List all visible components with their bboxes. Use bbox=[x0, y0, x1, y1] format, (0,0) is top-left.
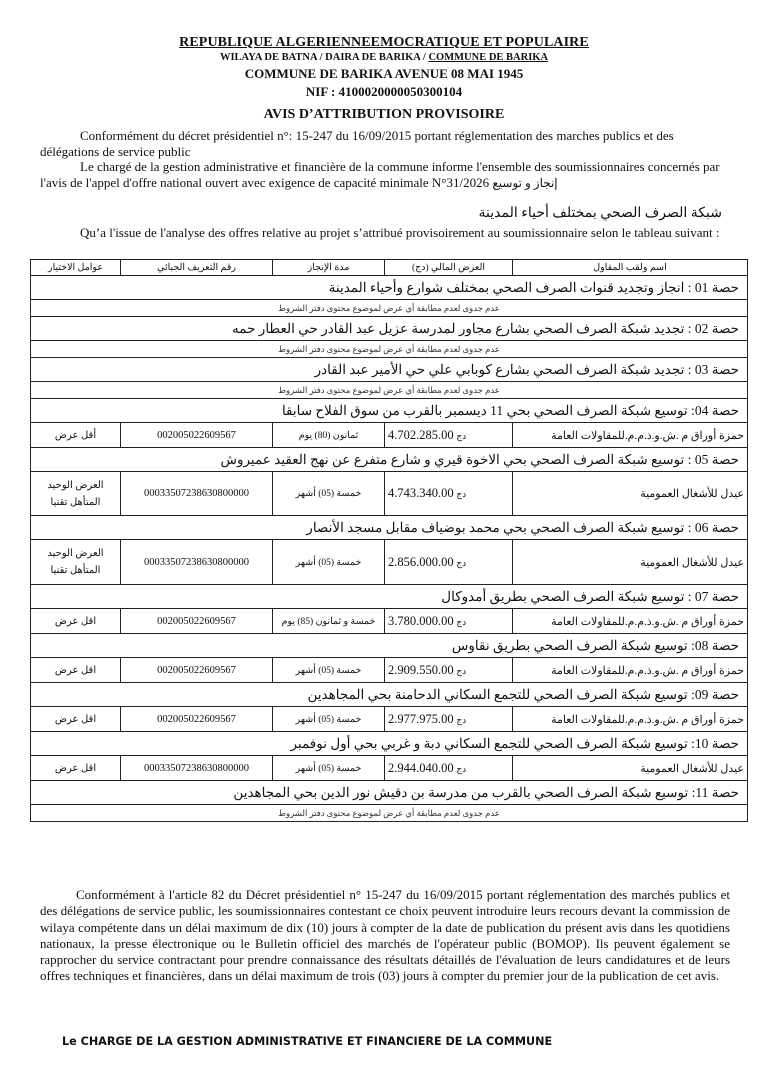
bid-amount: 2.944.040.00 bbox=[388, 760, 454, 775]
bid-criteria: العرض الوحيد المتأهل تقنيا bbox=[31, 472, 121, 516]
lot-title-row bbox=[31, 317, 748, 341]
bid-nif: 00033507238630800000 bbox=[121, 756, 273, 781]
bid-nif: 00033507238630800000 bbox=[121, 540, 273, 585]
bid-amount: 4.743.340.00 bbox=[388, 486, 454, 500]
bid-amount-cell bbox=[385, 756, 513, 781]
lot-bid-row bbox=[31, 540, 748, 585]
bid-criteria: العرض الوحيد المتأهل تقنيا bbox=[31, 540, 121, 585]
bid-amount-unit: دج bbox=[456, 665, 467, 676]
bid-amount: 2.977.975.00 bbox=[388, 711, 454, 726]
bid-nif: 002005022609567 bbox=[121, 707, 273, 732]
bid-contractor: عيدل للأشغال العمومية bbox=[513, 472, 748, 516]
lot-note-row bbox=[31, 341, 748, 358]
lot-bid-row bbox=[31, 609, 748, 634]
lot-title: حصة 07 : توسيع شبكة الصرف الصحي بطريق أمدوكال bbox=[31, 585, 748, 609]
lot-note: عدم جدوى لعدم مطابقة أي عرض لموضوع محتوى دفتر الشروط bbox=[31, 341, 748, 358]
bid-nif: 002005022609567 bbox=[121, 658, 273, 683]
lot-bid-row bbox=[31, 472, 748, 516]
lot-title: حصة 10: توسيع شبكة الصرف الصحي للتجمع السكاني دبة و غربي بحي أول نوفمبر bbox=[31, 732, 748, 756]
bid-contractor: حمزة أوراق م .ش.و.ذ.م.م.للمقاولات العامة bbox=[513, 707, 748, 732]
lot-title: حصة 02 : تجديد شبكة الصرف الصحي بشارع مجاور لمدرسة عزيل عبد القادر حي العطار حمه bbox=[31, 317, 748, 341]
lot-bid-row bbox=[31, 707, 748, 732]
bid-duration: خمسة (05) أشهر bbox=[273, 472, 385, 516]
intro-paragraph-2 bbox=[40, 159, 730, 191]
intro-paragraph-2-text: Le chargé de la gestion administrative et financière de la commune informe l'ensemble des soumissionnaires concernés par l'avis de l'appel d'offre national ouvert avec exigence de capacité minimale N°31/2026 bbox=[40, 159, 720, 190]
nif-line: NIF : 4100020000050300104 bbox=[305, 84, 463, 99]
bid-duration: خمسة (05) أشهر bbox=[273, 540, 385, 585]
wilaya-daira: WILAYA DE BATNA / DAIRA DE BARIKA / bbox=[219, 52, 426, 63]
bid-amount-unit: دج bbox=[456, 763, 467, 774]
lot-note-row bbox=[31, 300, 748, 317]
bid-amount: 3.780.000.00 bbox=[388, 613, 454, 628]
bid-amount-cell bbox=[385, 707, 513, 732]
bid-contractor: حمزة أوراق م .ش.و.ذ.م.م.للمقاولات العامة bbox=[513, 423, 748, 448]
lot-title: حصة 11: توسيع شبكة الصرف الصحي بالقرب من مدرسة بن دقيش نور الدين بحي المجاهدين bbox=[31, 781, 748, 805]
bid-amount-unit: دج bbox=[456, 616, 467, 627]
commune-small: COMMUNE DE BARIKA bbox=[428, 52, 549, 63]
bid-amount: 2.909.550.00 bbox=[388, 662, 454, 677]
lot-title-row bbox=[31, 448, 748, 472]
header-duration: مدة الإنجاز bbox=[273, 260, 385, 276]
intro-paragraph-1: Conformément du décret présidentiel n°: 15-247 du 16/09/2015 portant réglementation des marches publics et des délégations de service public bbox=[40, 128, 674, 159]
lot-title: حصة 06 : توسيع شبكة الصرف الصحي بحي محمد بوضياف مقابل مسجد الأنصار bbox=[31, 516, 748, 540]
lot-title-row bbox=[31, 683, 748, 707]
bid-nif: 002005022609567 bbox=[121, 609, 273, 634]
lot-title-row bbox=[31, 732, 748, 756]
commune-address: COMMUNE DE BARIKA AVENUE 08 MAI 1945 bbox=[244, 66, 524, 81]
lot-title-row bbox=[31, 781, 748, 805]
lot-title: حصة 01 : انجاز وتجديد قنوات الصرف الصحي بمختلف شوارع وأحياء المدينة bbox=[31, 276, 748, 300]
bid-amount-unit: دج bbox=[456, 489, 467, 499]
lot-title: حصة 03 : تجديد شبكة الصرف الصحي بشارع كوبابي علي حي الأمير عبد القادر bbox=[31, 358, 748, 382]
signature-line: Le CHARGE DE LA GESTION ADMINISTRATIVE ET FINANCIERE DE LA COMMUNE bbox=[62, 1035, 553, 1048]
bid-contractor: عيدل للأشغال العمومية bbox=[513, 756, 748, 781]
bid-duration: ثمانون (80) يوم bbox=[273, 423, 385, 448]
bid-contractor: حمزة أوراق م .ش.و.ذ.م.م.للمقاولات العامة bbox=[513, 658, 748, 683]
bid-nif: 00033507238630800000 bbox=[121, 472, 273, 516]
bid-amount-cell bbox=[385, 540, 513, 585]
bid-amount: 4.702.285.00 bbox=[388, 427, 454, 442]
header-amount: العرض المالي (دج) bbox=[385, 260, 513, 276]
lot-note: عدم جدوى لعدم مطابقة أي عرض لموضوع محتوى دفتر الشروط bbox=[31, 805, 748, 822]
bid-amount-unit: دج bbox=[456, 557, 467, 568]
lot-bid-row bbox=[31, 658, 748, 683]
republic-heading: REPUBLIQUE ALGERIENNEEMOCRATIQUE ET POPULAIRE bbox=[179, 35, 589, 50]
lot-title-row bbox=[31, 399, 748, 423]
lot-note-row bbox=[31, 382, 748, 399]
bid-amount-cell bbox=[385, 423, 513, 448]
bid-nif: 002005022609567 bbox=[121, 423, 273, 448]
bid-duration: خمسة (05) أشهر bbox=[273, 756, 385, 781]
intro-paragraph-2-arabic: إنجاز و توسيع bbox=[492, 176, 558, 190]
lot-bid-row bbox=[31, 756, 748, 781]
lot-title-row bbox=[31, 276, 748, 300]
bid-duration: خمسة (05) أشهر bbox=[273, 658, 385, 683]
closing-paragraph: Conformément à l'article 82 du Décret présidentiel n° 15-247 du 16/09/2015 portant réglementation des marchés publics et des délégations de service public, les soumissionnaires contestant ce choix peuvent introduire leurs recours devant la commission de wilaya compétente dans un délai maximum de dix (10) jours à compter de la date de publication du présent avis dans les quotidiens nationaux, la presse électronique ou le Bulletin officiel des marchés de l'opérateur public (BOMOP). Ils peuvent également se rapprocher du service contractant pour prendre connaissance des résultats détaillés de l'évaluation de leurs candidatures et de leurs offres techniques et financières, dans un délai maximum de trois (03) jours à compter du premier jour de la publication de cet avis. bbox=[40, 887, 730, 984]
lot-note: عدم جدوى لعدم مطابقة أي عرض لموضوع محتوى دفتر الشروط bbox=[31, 382, 748, 399]
lot-title-row bbox=[31, 634, 748, 658]
bid-criteria: اقل عرض bbox=[31, 609, 121, 634]
lot-title-row bbox=[31, 585, 748, 609]
lot-title: حصة 09: توسيع شبكة الصرف الصحي للتجمع السكاني الدحامنة بحي المجاهدين bbox=[31, 683, 748, 707]
lot-bid-row bbox=[31, 423, 748, 448]
header-name: اسم ولقب المقاول bbox=[513, 260, 748, 276]
lot-title: حصة 04: توسيع شبكة الصرف الصحي بحي 11 ديسمبر بالقرب من سوق الفلاح سابقا bbox=[31, 399, 748, 423]
project-arabic-title: شبكة الصرف الصحي بمختلف أحياء المدينة bbox=[478, 206, 722, 221]
lot-title: حصة 05 : توسيع شبكة الصرف الصحي بحي الاخوة قيري و شارع متفرع عن نهج العقيد عميروش bbox=[31, 448, 748, 472]
lot-title-row bbox=[31, 358, 748, 382]
bid-amount-cell bbox=[385, 658, 513, 683]
table-header-row bbox=[31, 260, 748, 276]
notice-title: AVIS D’ATTRIBUTION PROVISOIRE bbox=[263, 107, 505, 122]
bid-contractor: عيدل للأشغال العمومية bbox=[513, 540, 748, 585]
bid-amount-unit: دج bbox=[456, 430, 467, 441]
bid-contractor: حمزة أوراق م .ش.و.ذ.م.م.للمقاولات العامة bbox=[513, 609, 748, 634]
bid-criteria: أقل عرض bbox=[31, 423, 121, 448]
wilaya-daira-line bbox=[0, 52, 768, 63]
bid-amount: 2.856.000.00 bbox=[388, 554, 454, 569]
bid-amount-cell bbox=[385, 609, 513, 634]
bid-duration: خمسة و ثمانون (85) يوم bbox=[273, 609, 385, 634]
lot-note-row bbox=[31, 805, 748, 822]
bid-amount-cell bbox=[385, 472, 513, 516]
lot-title-row bbox=[31, 516, 748, 540]
header-nif: رقم التعريف الجبائي bbox=[121, 260, 273, 276]
attribution-table bbox=[30, 259, 748, 822]
header-criteria: عوامل الاختيار bbox=[31, 260, 121, 276]
bid-criteria: اقل عرض bbox=[31, 707, 121, 732]
intro-paragraph-3: Qu’a l'issue de l'analyse des offres relative au projet s’attribué provisoirement au soumissionnaire selon le tableau suivant : bbox=[80, 225, 720, 240]
bid-criteria: اقل عرض bbox=[31, 756, 121, 781]
lot-note: عدم جدوى لعدم مطابقة أي عرض لموضوع محتوى دفتر الشروط bbox=[31, 300, 748, 317]
bid-criteria: اقل عرض bbox=[31, 658, 121, 683]
lot-title: حصة 08: توسيع شبكة الصرف الصحي بطريق نقاوس bbox=[31, 634, 748, 658]
bid-duration: خمسة (05) أشهر bbox=[273, 707, 385, 732]
bid-amount-unit: دج bbox=[456, 714, 467, 725]
